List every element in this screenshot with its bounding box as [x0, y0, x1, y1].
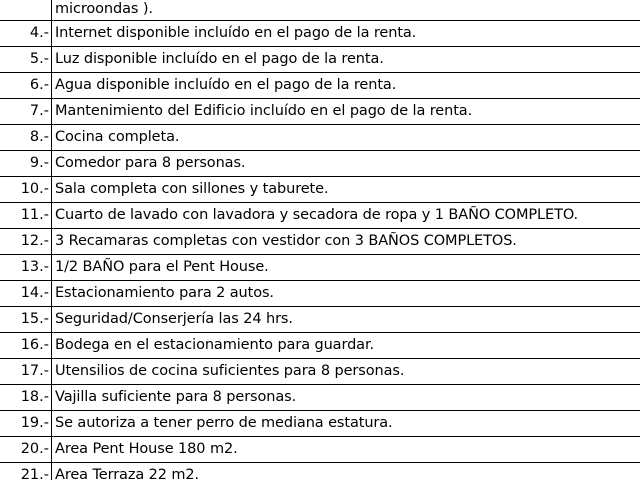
row-number[interactable]: 13.-	[0, 255, 52, 281]
table-row	[0, 385, 640, 411]
row-number[interactable]: 14.-	[0, 281, 52, 307]
row-description[interactable]: Cuarto de lavado con lavadora y secadora de ropa y 1 BAÑO COMPLETO.	[52, 203, 640, 229]
row-number[interactable]: 16.-	[0, 333, 52, 359]
table-row	[0, 281, 640, 307]
table-row	[0, 203, 640, 229]
row-description[interactable]: microondas ).	[52, 0, 640, 21]
table-row	[0, 151, 640, 177]
row-number[interactable]: 4.-	[0, 21, 52, 47]
table-row	[0, 411, 640, 437]
row-description[interactable]: Comedor para 8 personas.	[52, 151, 640, 177]
row-number[interactable]: 19.-	[0, 411, 52, 437]
row-number[interactable]: 8.-	[0, 125, 52, 151]
row-description[interactable]: Bodega en el estacionamiento para guardar.	[52, 333, 640, 359]
row-number[interactable]: 10.-	[0, 177, 52, 203]
row-description[interactable]: Estacionamiento para 2 autos.	[52, 281, 640, 307]
row-number[interactable]: 15.-	[0, 307, 52, 333]
row-description[interactable]: 1/2 BAÑO para el Pent House.	[52, 255, 640, 281]
row-description[interactable]: 3 Recamaras completas con vestidor con 3 BAÑOS COMPLETOS.	[52, 229, 640, 255]
table-row	[0, 229, 640, 255]
row-description[interactable]: Agua disponible incluído en el pago de la renta.	[52, 73, 640, 99]
row-number[interactable]	[0, 0, 52, 21]
table-row	[0, 255, 640, 281]
row-description[interactable]: Vajilla suficiente para 8 personas.	[52, 385, 640, 411]
row-description[interactable]: Area Pent House 180 m2.	[52, 437, 640, 463]
table-row	[0, 73, 640, 99]
row-description[interactable]: Cocina completa.	[52, 125, 640, 151]
row-description[interactable]: Area Terraza 22 m2.	[52, 463, 640, 480]
row-description[interactable]: Internet disponible incluído en el pago de la renta.	[52, 21, 640, 47]
row-number[interactable]: 9.-	[0, 151, 52, 177]
table-row	[0, 177, 640, 203]
table-row	[0, 359, 640, 385]
row-number[interactable]: 18.-	[0, 385, 52, 411]
table-row	[0, 21, 640, 47]
row-description[interactable]: Se autoriza a tener perro de mediana estatura.	[52, 411, 640, 437]
row-number[interactable]: 11.-	[0, 203, 52, 229]
table-row	[0, 99, 640, 125]
table-row	[0, 437, 640, 463]
table-row	[0, 125, 640, 151]
table-row	[0, 0, 640, 21]
table-row	[0, 333, 640, 359]
row-description[interactable]: Luz disponible incluído en el pago de la renta.	[52, 47, 640, 73]
row-description[interactable]: Sala completa con sillones y taburete.	[52, 177, 640, 203]
row-number[interactable]: 5.-	[0, 47, 52, 73]
row-number[interactable]: 20.-	[0, 437, 52, 463]
row-description[interactable]: Seguridad/Conserjería las 24 hrs.	[52, 307, 640, 333]
table-row	[0, 47, 640, 73]
row-number[interactable]: 6.-	[0, 73, 52, 99]
row-number[interactable]: 21.-	[0, 463, 52, 480]
row-description[interactable]: Utensilios de cocina suficientes para 8 personas.	[52, 359, 640, 385]
row-number[interactable]: 12.-	[0, 229, 52, 255]
table-row	[0, 463, 640, 480]
table-row	[0, 307, 640, 333]
row-number[interactable]: 17.-	[0, 359, 52, 385]
row-description[interactable]: Mantenimiento del Edificio incluído en el pago de la renta.	[52, 99, 640, 125]
row-number[interactable]: 7.-	[0, 99, 52, 125]
